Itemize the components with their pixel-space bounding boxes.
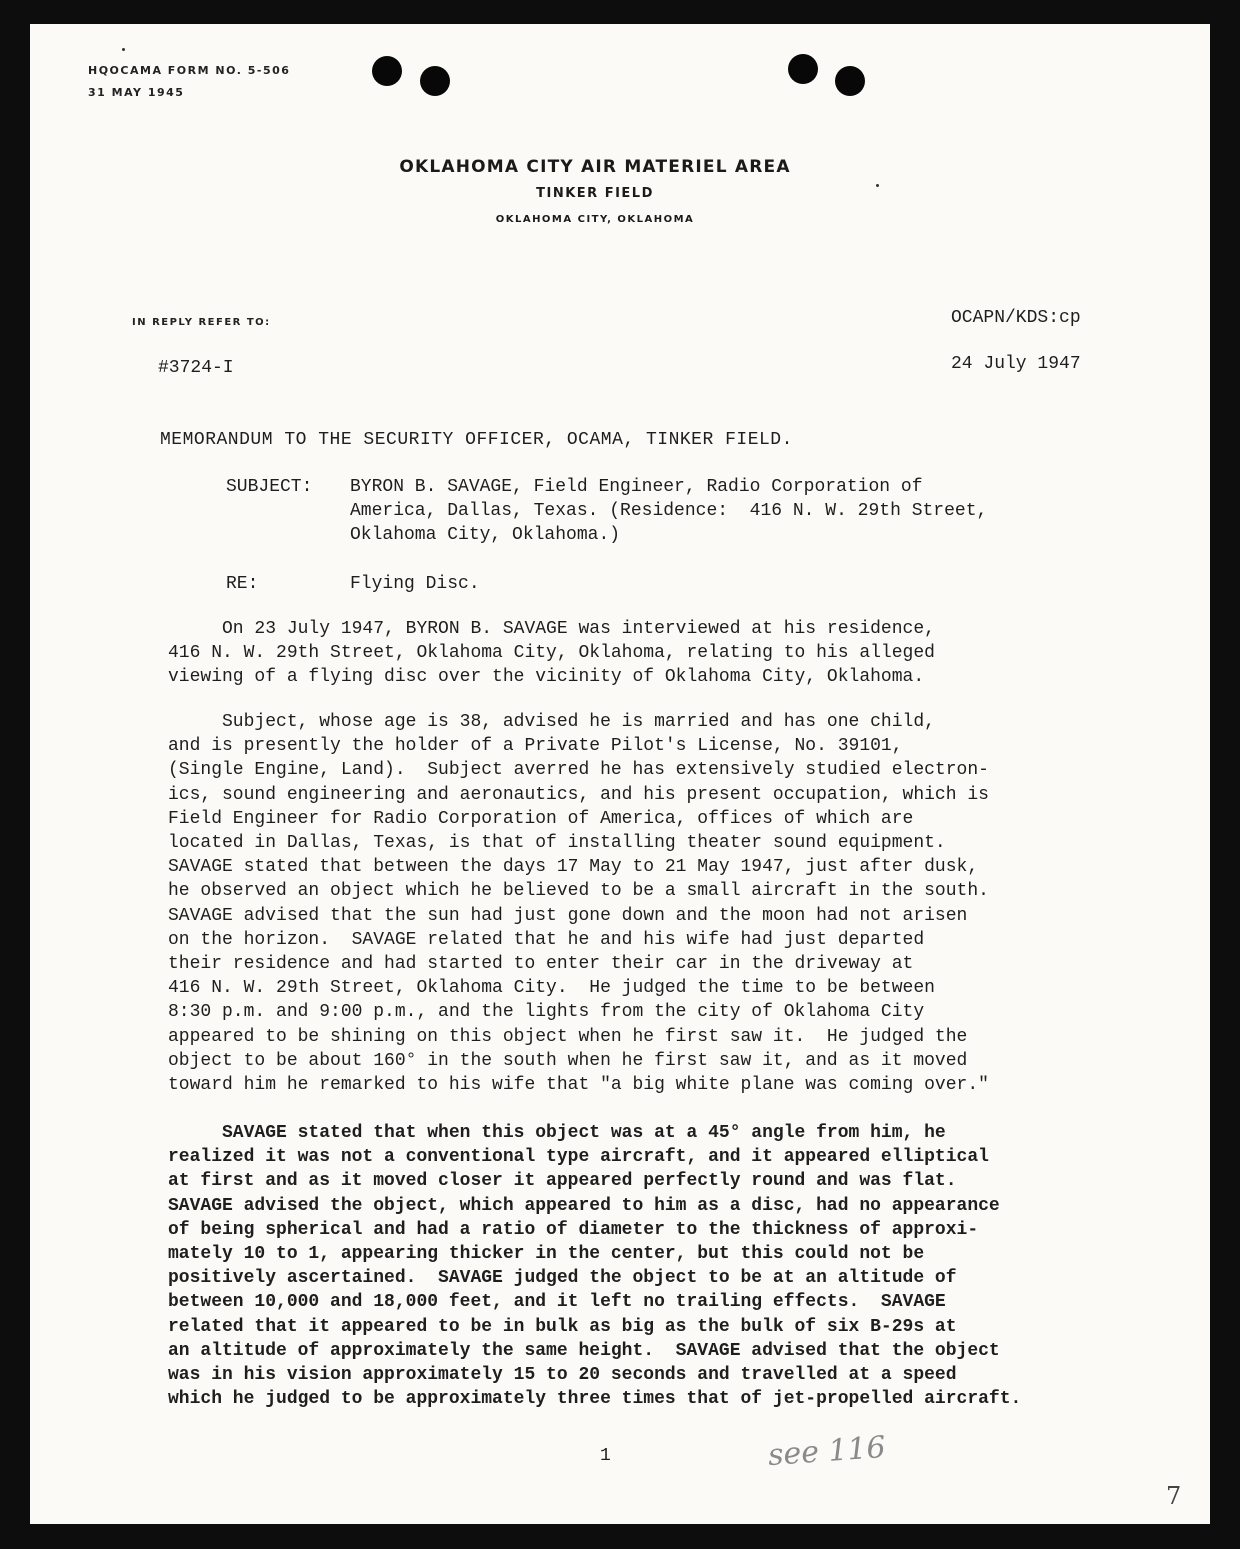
body-paragraph: On 23 July 1947, BYRON B. SAVAGE was interviewed at his residence, 416 N. W. 29th Street, Oklahoma City, Oklahoma, relating to his alleged viewing of a flying disc over the vicinity of Oklahoma City, Oklahoma. (168, 619, 935, 687)
page-number: 1 (600, 1446, 611, 1466)
memo-title: MEMORANDUM TO THE SECURITY OFFICER, OCAMA, TINKER FIELD. (160, 430, 793, 450)
ink-dot (876, 184, 879, 187)
letterhead-org: OKLAHOMA CITY AIR MATERIEL AREA (399, 157, 791, 177)
re-text: Flying Disc. (350, 574, 480, 594)
punch-hole (420, 66, 450, 96)
subject-label: SUBJECT: (226, 477, 313, 497)
letterhead-field: TINKER FIELD (536, 186, 654, 201)
office-reference: OCAPN/KDS:cp (951, 308, 1081, 328)
document-page (30, 24, 1210, 1524)
letterhead-location: OKLAHOMA CITY, OKLAHOMA (495, 214, 695, 225)
punch-hole (788, 54, 818, 84)
form-date: 31 MAY 1945 (88, 86, 185, 99)
punch-hole (835, 66, 865, 96)
memo-date: 24 July 1947 (951, 354, 1081, 374)
re-label: RE: (226, 574, 259, 594)
body-paragraph: SAVAGE stated that when this object was at a 45° angle from him, he realized it was not a conventional type aircraft, and it appeared elliptical at first and as it moved closer it appeared perfectly round and was flat. SAVAGE advised the object, which appeared to him as a disc, had no appearance of being spherical and had a ratio of diameter to the thickness of approxi- mately 10 to 1, appearing thicker in the center, but this could not be positively ascertained. SAVAGE judged the object to be at an altitude of between 10,000 and 18,000 feet, and it left no trailing effects. SAVAGE related that it appeared to be in bulk as big as the bulk of six B-29s at an altitude of approximately the same height. SAVAGE advised that the object was in his vision approximately 15 to 20 seconds and travelled at a speed which he judged to be approximately three times that of jet-propelled aircraft. (168, 1123, 1022, 1410)
handwritten-note: see 116 (766, 1429, 887, 1474)
ink-dot (122, 48, 125, 51)
form-number: HQOCAMA FORM NO. 5-506 (88, 64, 291, 77)
body-paragraph: Subject, whose age is 38, advised he is married and has one child, and is presently the holder of a Private Pilot's License, No. 39101, (Single Engine, Land). Subject averred he has extensively studied electron- ics, sound engineering and aeronautics, and his present occupation, which is Field Engineer for Radio Corporation of America, offices of which are located in Dallas, Texas, is that of installing theater sound equipment. SAVAGE stated that between the days 17 May to 21 May 1947, just after dusk, he observed an object which he believed to be a small aircraft in the south. SAVAGE advised that the sun had just gone down and the moon had not arisen on the horizon. SAVAGE related that he and his wife had just departed their residence and had started to enter their car in the driveway at 416 N. W. 29th Street, Oklahoma City. He judged the time to be between 8:30 p.m. and 9:00 p.m., and the lights from the city of Oklahoma City appeared to be shining on this object when he first saw it. He judged the object to be about 160° in the south when he first saw it, and as it moved toward him he remarked to his wife that "a big white plane was coming over." (168, 712, 989, 1096)
subject-text: BYRON B. SAVAGE, Field Engineer, Radio Corporation of America, Dallas, Texas. (Residence: 416 N. W. 29th Street, Oklahoma City, Oklahoma.) (350, 477, 988, 545)
corner-mark: 7 (1166, 1482, 1182, 1510)
reply-refer-label: IN REPLY REFER TO: (132, 317, 271, 328)
form-identifier (88, 60, 290, 104)
file-reference: #3724-I (158, 358, 234, 378)
punch-hole (372, 56, 402, 86)
